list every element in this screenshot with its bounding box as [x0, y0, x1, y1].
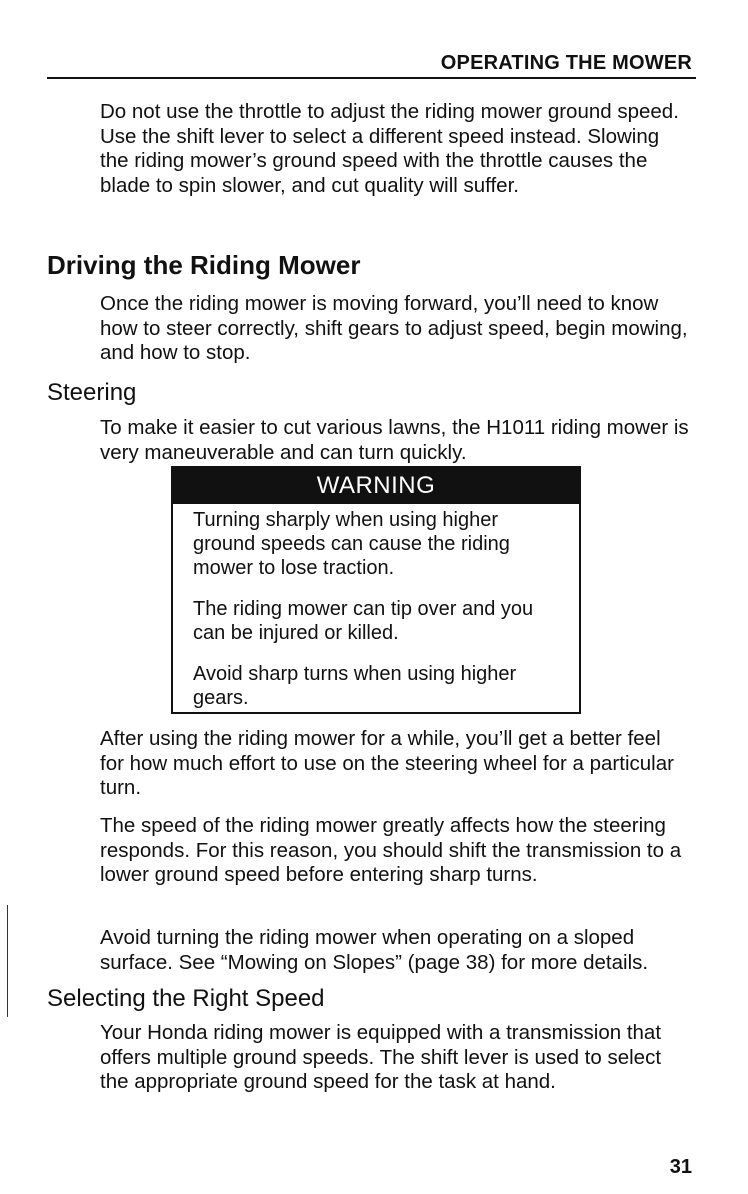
steering-paragraph-2 — [100, 814, 690, 888]
intro-paragraph: Do not use the throttle to adjust the riding mower ground speed. Use the shift lever to select a different speed instead. Slowing the riding mower’s ground speed with the throttle causes the blade to spin slower, and cut quality will suffer. — [100, 100, 679, 197]
running-head: OPERATING THE MOWER — [440, 52, 692, 74]
warning-text: Avoid sharp turns when using higher gears. — [193, 663, 517, 709]
steering-paragraph-1 — [100, 727, 690, 801]
steering-heading: Steering — [47, 379, 137, 406]
warning-body — [193, 508, 563, 727]
steering-paragraph-3 — [100, 926, 690, 975]
speed-paragraph: Your Honda riding mower is equipped with a transmission that offers multiple ground speeds. The shift lever is used to select the appropriate ground speed for the task at hand. — [100, 1021, 662, 1093]
steering-intro: To make it easier to cut various lawns, the H1011 riding mower is very maneuverable and can turn quickly. — [100, 416, 689, 464]
section-intro: Once the riding mower is moving forward, you’ll need to know how to steer correctly, shift gears to adjust speed, begin mowing, and how to stop. — [100, 292, 688, 364]
intro-block — [100, 100, 690, 198]
warning-label: WARNING — [173, 468, 579, 504]
body-paragraph: Avoid turning the riding mower when operating on a sloped surface. See “Mowing on Slopes” (page 38) for more details. — [100, 926, 649, 974]
warning-text: Turning sharply when using higher ground speeds can cause the riding mower to lose traction. — [193, 509, 510, 579]
margin-mark — [7, 905, 8, 1017]
body-paragraph: After using the riding mower for a while, you’ll get a better feel for how much effort to use on the steering wheel for a particular turn. — [100, 727, 674, 799]
section-intro-block — [100, 292, 690, 366]
speed-heading: Selecting the Right Speed — [47, 985, 325, 1012]
body-paragraph: The speed of the riding mower greatly affects how the steering responds. For this reason, you should shift the transmission to a lower ground speed before entering sharp turns. — [100, 814, 682, 886]
page-number: 31 — [669, 1156, 692, 1178]
steering-intro-block — [100, 416, 690, 465]
section-title: Driving the Riding Mower — [47, 250, 361, 280]
header-rule — [47, 77, 696, 79]
speed-block — [100, 1021, 690, 1095]
warning-text: The riding mower can tip over and you can be injured or killed. — [193, 598, 534, 644]
warning-box — [171, 466, 581, 714]
